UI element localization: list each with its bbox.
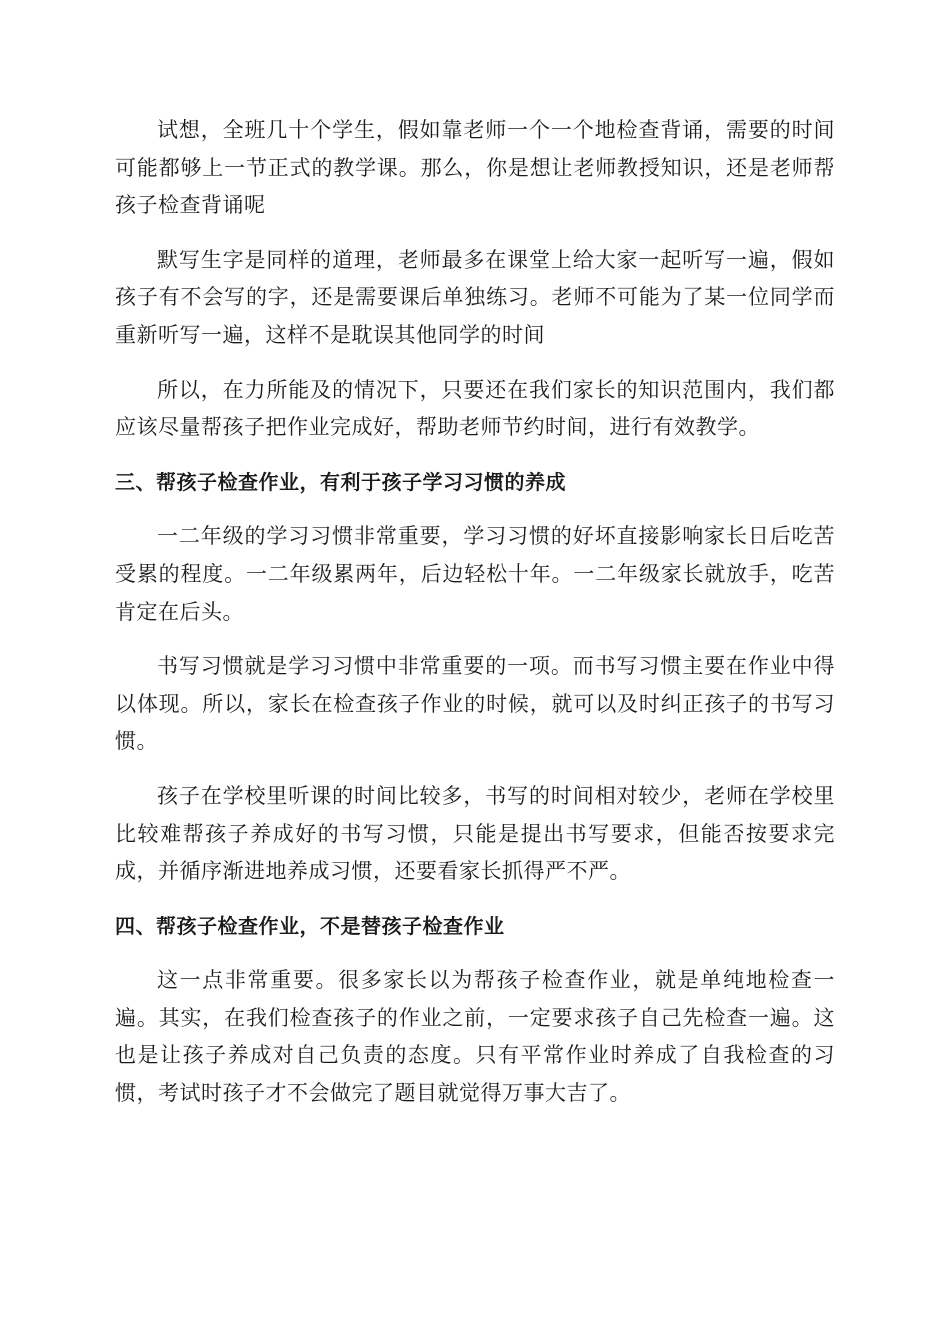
section-heading: 三、帮孩子检查作业，有利于孩子学习习惯的养成 xyxy=(115,469,566,494)
paragraph: 书写习惯就是学习习惯中非常重要的一项。而书写习惯主要在作业中得以体现。所以，家长在检查孩子作业的时候，就可以及时纠正孩子的书写习惯。 xyxy=(115,654,835,754)
paragraph: 这一点非常重要。很多家长以为帮孩子检查作业，就是单纯地检查一遍。其实，在我们检查孩子的作业之前，一定要求孩子自己先检查一遍。这也是让孩子养成对自己负责的态度。只有平常作业时养成了自我检查的习惯，考试时孩子才不会做完了题目就觉得万事大吉了。 xyxy=(115,968,835,1106)
section-heading: 四、帮孩子检查作业，不是替孩子检查作业 xyxy=(115,913,505,938)
document-body xyxy=(115,112,835,1130)
paragraph: 所以，在力所能及的情况下，只要还在我们家长的知识范围内，我们都应该尽量帮孩子把作业完成好，帮助老师节约时间，进行有效教学。 xyxy=(115,377,835,440)
paragraph: 孩子在学校里听课的时间比较多，书写的时间相对较少，老师在学校里比较难帮孩子养成好的书写习惯，只能是提出书写要求，但能否按要求完成，并循序渐进地养成习惯，还要看家长抓得严不严。 xyxy=(115,783,835,884)
paragraph: 一二年级的学习习惯非常重要，学习习惯的好坏直接影响家长日后吃苦受累的程度。一二年级累两年，后边轻松十年。一二年级家长就放手，吃苦肯定在后头。 xyxy=(115,524,835,624)
paragraph: 试想，全班几十个学生，假如靠老师一个一个地检查背诵，需要的时间可能都够上一节正式的教学课。那么，你是想让老师教授知识，还是老师帮孩子检查背诵呢 xyxy=(115,118,835,218)
paragraph: 默写生字是同样的道理，老师最多在课堂上给大家一起听写一遍，假如孩子有不会写的字，还是需要课后单独练习。老师不可能为了某一位同学而重新听写一遍，这样不是耽误其他同学的时间 xyxy=(115,247,835,347)
